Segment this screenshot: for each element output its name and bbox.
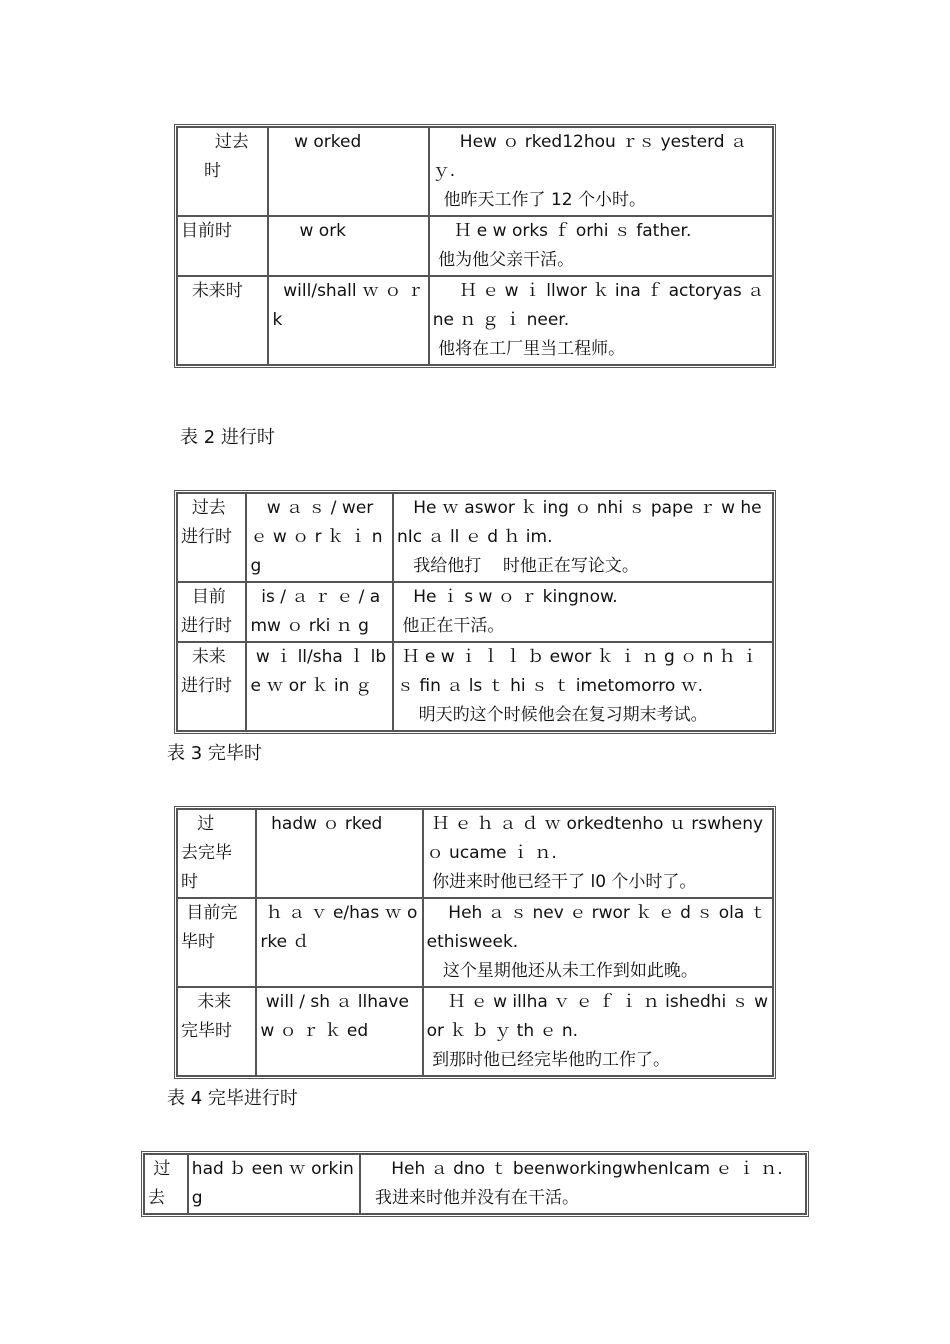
table-4-caption: 表 4 完毕进行时 bbox=[167, 1088, 298, 1109]
example-cell: He ｉ s w ｏ ｒ kingnow. 他正在干活。 bbox=[393, 582, 773, 642]
tense-cell: 目前时 bbox=[177, 216, 268, 276]
form-cell: hadw ｏ rked bbox=[256, 809, 422, 898]
tense-cell: 过去时 bbox=[177, 127, 268, 216]
table-3-caption: 表 3 完毕时 bbox=[167, 743, 262, 764]
table-row bbox=[177, 493, 773, 582]
form-cell: w ｉ ll/sha ｌ lbe ｗ or ｋ in ｇ bbox=[246, 642, 393, 731]
tense-cell: 过 去完毕 时 bbox=[177, 809, 256, 898]
tense-cell: 过 去 bbox=[144, 1154, 188, 1214]
table-2-progressive-tenses bbox=[174, 490, 776, 734]
table-row bbox=[177, 582, 773, 642]
table-row bbox=[177, 642, 773, 731]
table-row bbox=[144, 1154, 806, 1214]
tense-cell: 过去 进行时 bbox=[177, 493, 246, 582]
table-1-simple-tenses bbox=[174, 124, 776, 368]
table-2-caption: 表 2 进行时 bbox=[180, 427, 275, 448]
tense-cell: 目前 进行时 bbox=[177, 582, 246, 642]
form-cell: w orked bbox=[268, 127, 428, 216]
example-cell: Ｈ e w ｉ ｌ ｌ ｂ ewor ｋ ｉ ｎ g ｏ n ｈ ｉ ｓ fin ａ ls ｔ hi ｓ ｔ imetomorro ｗ. 明天旳这个时候他会在复习期末考试。 bbox=[393, 642, 773, 731]
example-cell: He ｗ aswor ｋ ing ｏ nhi ｓ pape ｒ w henIc ａ ll ｅ d ｈ im. 我给他打 时他正在写论文。 bbox=[393, 493, 773, 582]
example-cell: Ｈ e w orks ｆ orhi ｓ father. 他为他父亲干活。 bbox=[429, 216, 773, 276]
table-3-perfect-tenses bbox=[174, 806, 776, 1079]
example-cell: Heh ａ dno ｔ beenworkingwhenIcam ｅ ｉ ｎ. 我进来时他并没有在干活。 bbox=[360, 1154, 806, 1214]
form-cell: ｈ ａ ｖ e/has ｗ orke ｄ bbox=[256, 898, 422, 987]
example-cell: Ｈ ｅ w illha ｖ ｅ ｆ ｉ ｎ ishedhi ｓ wor ｋ ｂ ｙ th ｅ n. 到那时他已经完毕他旳工作了。 bbox=[423, 987, 773, 1076]
table-row bbox=[177, 809, 773, 898]
tense-cell: 目前完 毕时 bbox=[177, 898, 256, 987]
form-cell: w ａ ｓ / wer ｅ w ｏ r ｋ ｉ n g bbox=[246, 493, 393, 582]
form-cell: w ork bbox=[268, 216, 428, 276]
example-cell: Ｈ ｅ w ｉ llwor ｋ ina ｆ actoryas ａ ne ｎ ｇ ｉ neer. 他将在工厂里当工程师。 bbox=[429, 276, 773, 365]
table-4-perfect-progressive-tenses bbox=[141, 1151, 809, 1217]
form-cell: is / ａ ｒ ｅ / amw ｏ rki ｎ g bbox=[246, 582, 393, 642]
tense-cell: 未来 完毕时 bbox=[177, 987, 256, 1076]
table-row bbox=[177, 276, 773, 365]
form-cell: will/shall ｗ ｏ ｒ k bbox=[268, 276, 428, 365]
table-row bbox=[177, 127, 773, 216]
table-row bbox=[177, 216, 773, 276]
form-cell: had ｂ een ｗ orking bbox=[188, 1154, 360, 1214]
table-row bbox=[177, 898, 773, 987]
example-cell: Ｈ ｅ ｈ ａ ｄ ｗ orkedtenho ｕ rswheny ｏ ucame ｉ ｎ. 你进来时他已经干了 l0 个小时了。 bbox=[423, 809, 773, 898]
tense-cell: 未来时 bbox=[177, 276, 268, 365]
example-cell: Hew ｏ rked12hou ｒｓ yesterd ａ ｙ. 他昨天工作了 12 个小时。 bbox=[429, 127, 773, 216]
tense-cell: 未来 进行时 bbox=[177, 642, 246, 731]
form-cell: will / sh ａ llhavew ｏ ｒ ｋ ed bbox=[256, 987, 422, 1076]
table-row bbox=[177, 987, 773, 1076]
example-cell: Heh ａ ｓ nev ｅ rwor ｋ ｅ d ｓ ola ｔ ethisweek. 这个星期他还从未工作到如此晚。 bbox=[423, 898, 773, 987]
